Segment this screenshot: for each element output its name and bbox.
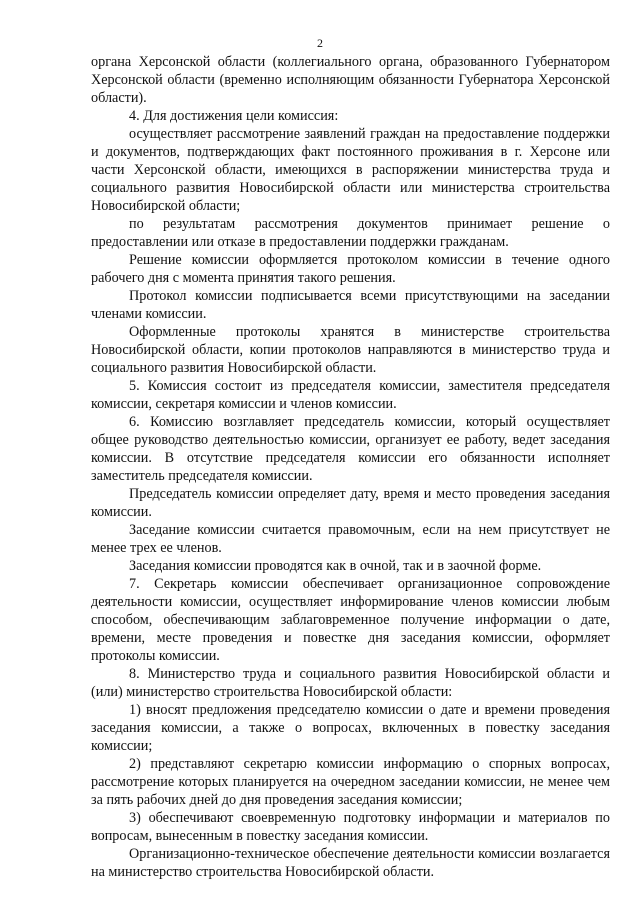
paragraph-item-4: 4. Для достижения цели комиссия: — [129, 108, 339, 124]
paragraph-item-8-1: 1) вносят предложения председателю комиссии о дате и времени проведения заседания комиссии, а также о вопросах, включенных в повестку заседания комиссии; — [91, 702, 610, 754]
paragraph-review-applications: осуществляет рассмотрение заявлений граждан на предоставление поддержки и документов, подтверждающих факт постоянного проживания в г. Херсоне или части Херсонской области, имеющихся в распоряжении министерства труда и социального развития Новосибирской области или министерства строительства Новосибирской области; — [91, 126, 610, 214]
paragraph-quorum: Заседание комиссии считается правомочным, если на нем присутствует не менее трех ее членов. — [91, 522, 610, 556]
paragraph-item-6: 6. Комиссию возглавляет председатель комиссии, который осуществляет общее руководство деятельностью комиссии, организует ее работу, ведет заседания комиссии. В отсутствие председателя комиссии его обязанности исполняет заместитель председателя комиссии. — [91, 414, 610, 484]
paragraph-decision: по результатам рассмотрения документов принимает решение о предоставлении или отказе в предоставлении поддержки гражданам. — [91, 216, 610, 250]
paragraph-item-8-2: 2) представляют секретарю комиссии информацию о спорных вопросах, рассмотрение которых планируется на очередном заседании комиссии, не менее чем за пять рабочих дней до дня проведения заседания комиссии; — [91, 756, 610, 808]
page-number: 2 — [317, 36, 323, 50]
paragraph-item-5: 5. Комиссия состоит из председателя комиссии, заместителя председателя комиссии, секретаря комиссии и членов комиссии. — [91, 378, 610, 412]
paragraph-item-8-3: 3) обеспечивают своевременную подготовку информации и материалов по вопросам, вынесенным в повестку заседания комиссии. — [91, 810, 610, 844]
paragraph-chair-schedule: Председатель комиссии определяет дату, время и место проведения заседания комиссии. — [91, 486, 610, 520]
paragraph-meeting-form: Заседания комиссии проводятся как в очной, так и в заочной форме. — [129, 558, 542, 574]
paragraph-item-7: 7. Секретарь комиссии обеспечивает организационное сопровождение деятельности комиссии, осуществляет информирование членов комиссии любым способом, обеспечивающим заблаговременное получение информации о дате, времени, месте проведения и повестке дня заседания комиссии, оформляет протоколы комиссии. — [91, 576, 610, 664]
paragraph-protocol-signing: Протокол комиссии подписывается всеми присутствующими на заседании членами комиссии. — [91, 288, 610, 322]
paragraph-protocol-storage: Оформленные протоколы хранятся в министерстве строительства Новосибирской области, копии протоколов направляются в министерство труда и социального развития Новосибирской области. — [91, 324, 610, 376]
paragraph-item-8: 8. Министерство труда и социального развития Новосибирской области и (или) министерство строительства Новосибирской области: — [91, 666, 610, 700]
paragraph-org-support: Организационно-техническое обеспечение деятельности комиссии возлагается на министерство строительства Новосибирской области. — [91, 846, 610, 880]
paragraph-continuation: органа Херсонской области (коллегиального органа, образованного Губернатором Херсонской области (временно исполняющим обязанности Губернатора Херсонской области). — [91, 54, 610, 106]
document-body — [91, 53, 610, 881]
paragraph-protocol-formation: Решение комиссии оформляется протоколом комиссии в течение одного рабочего дня с момента принятия такого решения. — [91, 252, 610, 286]
